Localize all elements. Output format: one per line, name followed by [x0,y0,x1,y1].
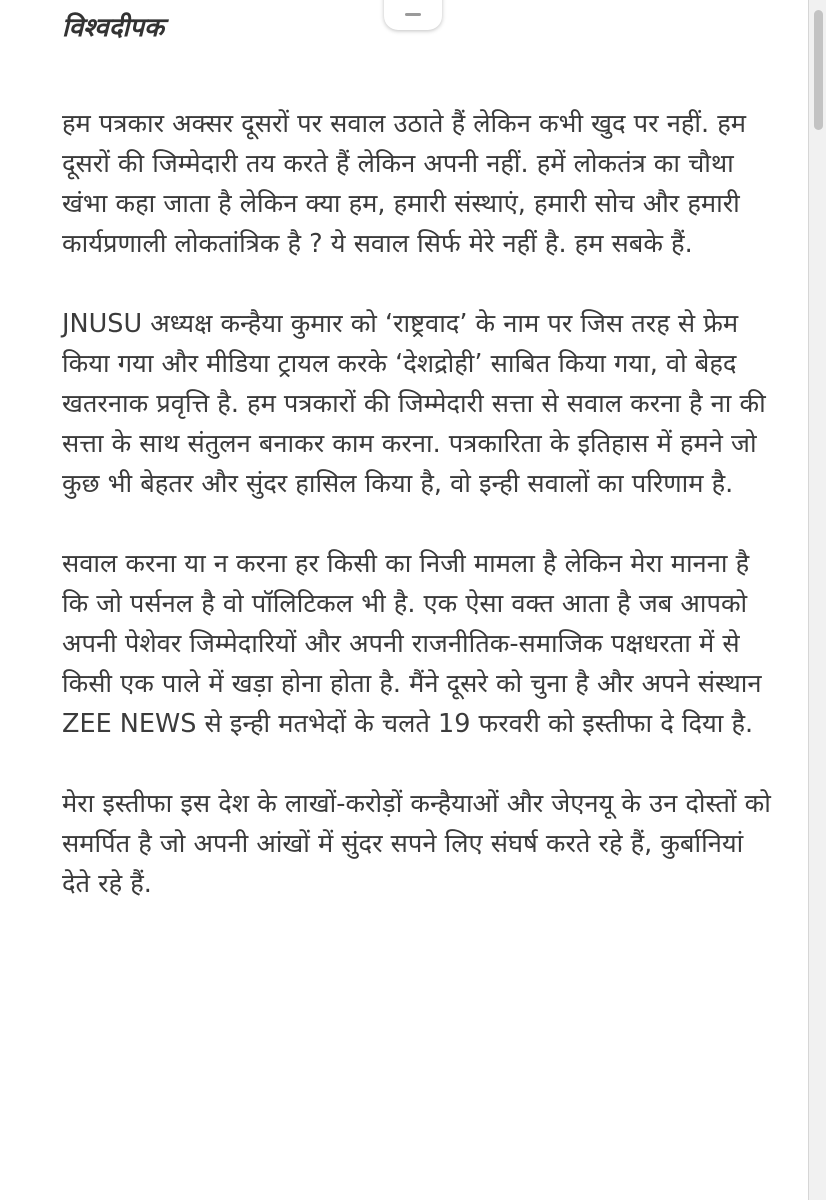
author-name: विश्वदीपक [62,13,164,43]
article-paragraph-4: मेरा इस्तीफा इस देश के लाखों-करोड़ों कन्हैयाओं और जेएनयू के उन दोस्तों को समर्पित है जो अपनी आंखों में सुंदर सपने लिए संघर्ष करते रहे हैं, कुर्बानियां देते रहे हैं. [62,789,771,899]
article-body [62,0,777,904]
scrollbar-track[interactable] [809,0,826,1200]
article-paragraph-1: हम पत्रकार अक्सर दूसरों पर सवाल उठाते हैं लेकिन कभी खुद पर नहीं. हम दूसरों की जिम्मेदारी तय करते हैं लेकिन अपनी नहीं. हमें लोकतंत्र का चौथा खंभा कहा जाता है लेकिन क्या हम, हमारी संस्थाएं, हमारी सोच और हमारी कार्यप्रणाली लोकतांत्रिक है ? ये सवाल सिर्फ मेरे नहीं है. हम सबके हैं. [62,109,746,259]
article-paragraph-3: सवाल करना या न करना हर किसी का निजी मामला है लेकिन मेरा मानना है कि जो पर्सनल है वो पॉलिटिकल भी है. एक ऐसा वक्त आता है जब आपको अपनी पेशेवर जिम्मेदारियों और अपनी राजनीतिक-समाजिक पक्षधरता में से किसी एक पाले में खड़ा होना होता है. मैंने दूसरे को चुना है और अपने संस्थान ZEE NEWS से इन्ही मतभेदों के चलते 19 फरवरी को इस्तीफा दे दिया है. [62,549,762,739]
article-paragraph-2: JNUSU अध्यक्ष कन्हैया कुमार को ‘राष्ट्रवाद’ के नाम पर जिस तरह से फ्रेम किया गया और मीडिया ट्रायल करके ‘देशद्रोही’ साबित किया गया, वो बेहद खतरनाक प्रवृत्ति है. हम पत्रकारों की जिम्मेदारी सत्ता से सवाल करना है ना की सत्ता के साथ संतुलन बनाकर काम करना. पत्रकारिता के इतिहास में हमने जो कुछ भी बेहतर और सुंदर हासिल किया है, वो इन्ही सवालों का परिणाम है. [62,309,766,499]
scrollbar-thumb[interactable] [814,10,823,130]
